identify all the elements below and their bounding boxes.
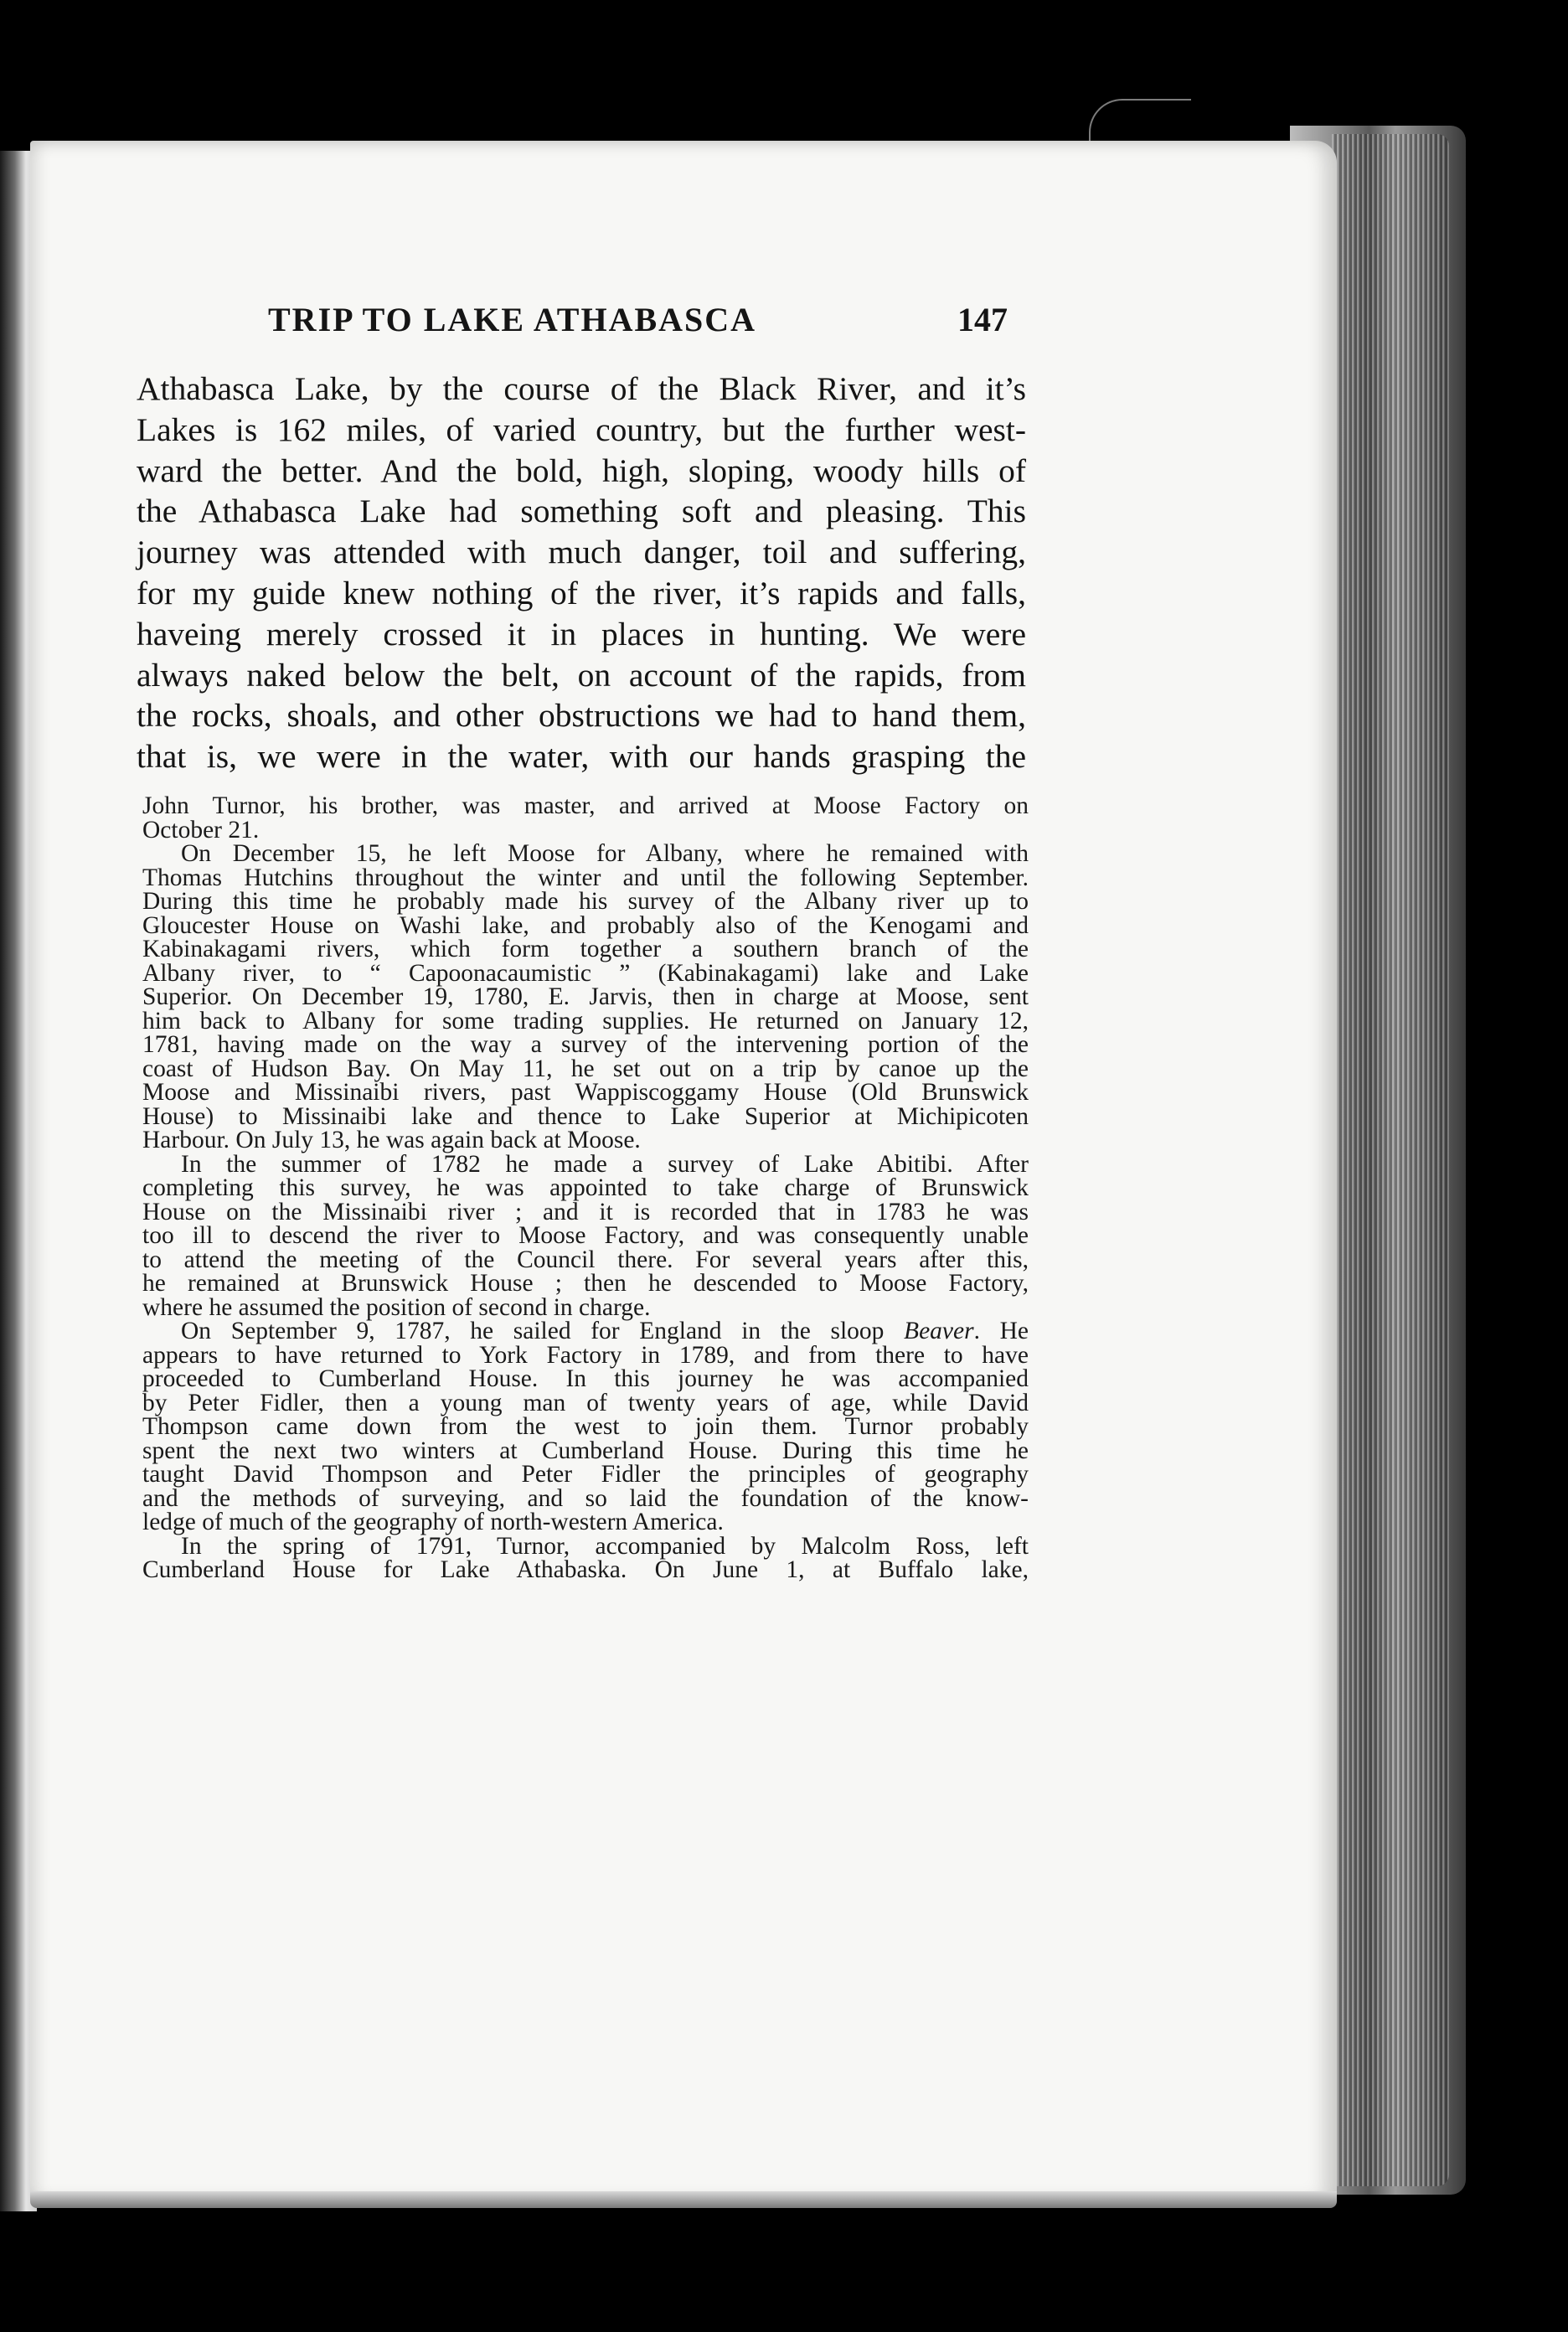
footnote-line: Moose and Missinaibi rivers, past Wappiscoggamy House (Old Brunswick <box>142 1079 1029 1106</box>
footnote-line: coast of Hudson Bay. On May 11, he set out on a trip by canoe up the <box>142 1055 1029 1082</box>
footnote-line: House on the Missinaibi river ; and it is recorded that in 1783 he was <box>142 1198 1029 1225</box>
body-line: for my guide knew nothing of the river, it’s rapids and falls, <box>137 574 1026 611</box>
footnote-line: and the methods of surveying, and so laid the foundation of the know- <box>142 1484 1029 1512</box>
footnote-line: John Turnor, his brother, was master, and arrived at Moose Factory on <box>142 792 1029 819</box>
footnote-line: Gloucester House on Washi lake, and probably also of the Kenogami and <box>142 911 1029 939</box>
footnote-line: him back to Albany for some trading supplies. He returned on January 12, <box>142 1007 1029 1034</box>
footnote-line: 1781, having made on the way a survey of the intervening portion of the <box>142 1031 1029 1058</box>
footnote-line: Thompson came down from the west to join them. Turnor probably <box>142 1413 1029 1440</box>
body-line: the Athabasca Lake had something soft and pleasing. This <box>137 493 1026 530</box>
body-line: journey was attended with much danger, toil and suffering, <box>137 534 1026 571</box>
running-head: TRIP TO LAKE ATHABASCA <box>268 301 757 338</box>
footnote-line: appears to have returned to York Factory in 1789, and from there to have <box>142 1341 1029 1369</box>
footnote-line: On September 9, 1787, he sailed for England in the sloop Beaver. He <box>181 1318 1029 1344</box>
footnote-line: Albany river, to “ Capoonacaumistic ” (Kabinakagami) lake and Lake <box>142 959 1029 987</box>
body-line: the rocks, shoals, and other obstructions we had to hand them, <box>137 697 1026 735</box>
body-line: always naked below the belt, on account of the rapids, from <box>137 656 1026 694</box>
footnote-line: Thomas Hutchins throughout the winter and until the following September. <box>142 864 1029 891</box>
footnote-line: he remained at Brunswick House ; then he descended to Moose Factory, <box>142 1270 1029 1297</box>
footnote-line: proceeded to Cumberland House. In this journey he was accompanied <box>142 1365 1029 1392</box>
body-line: Athabasca Lake, by the course of the Black River, and it’s <box>137 370 1026 407</box>
body-line: ward the better. And the bold, high, sloping, woody hills of <box>137 451 1026 489</box>
footnote-line: In the summer of 1782 he made a survey of Lake Abitibi. After <box>181 1150 1029 1178</box>
footnote-line: taught David Thompson and Peter Fidler the principles of geography <box>142 1461 1029 1488</box>
footnote-line: completing this survey, he was appointed to take charge of Brunswick <box>142 1174 1029 1201</box>
footnote-line: Harbour. On July 13, he was again back at Moose. <box>142 1127 641 1153</box>
footnote-line: House) to Missinaibi lake and thence to Lake Superior at Michipicoten <box>142 1102 1029 1130</box>
page-edge-texture <box>1332 134 1449 2186</box>
footnote-line: On December 15, he left Moose for Albany, where he remained with <box>181 840 1029 867</box>
footnote-line: Kabinakagami rivers, which form together a southern branch of the <box>142 936 1029 962</box>
body-line: haveing merely crossed it in places in hunting. We were <box>137 615 1026 653</box>
footnote-line: ledge of much of the geography of north-western America. <box>142 1509 724 1535</box>
footnote-line: Cumberland House for Lake Athabaska. On June 1, at Buffalo lake, <box>142 1556 1029 1583</box>
footnote-line: October 21. <box>142 816 260 844</box>
page-bottom-edge <box>30 2191 1337 2208</box>
footnote-line: too ill to descend the river to Moose Factory, and was consequently unable <box>142 1222 1029 1249</box>
page-number: 147 <box>957 301 1008 338</box>
footnote-line: During this time he probably made his survey of the Albany river up to <box>142 888 1029 915</box>
footnote-line: by Peter Fidler, then a young man of twenty years of age, while David <box>142 1389 1029 1416</box>
footnote-line: where he assumed the position of second in charge. <box>142 1293 651 1321</box>
footnote-text <box>142 794 1029 1582</box>
body-line: Lakes is 162 miles, of varied country, but the further west- <box>137 410 1026 448</box>
footnote-line: spent the next two winters at Cumberland House. During this time he <box>142 1437 1029 1464</box>
footnote-line: to attend the meeting of the Council there. For several years after this, <box>142 1246 1029 1273</box>
footnote-line: In the spring of 1791, Turnor, accompanied by Malcolm Ross, left <box>181 1532 1029 1560</box>
body-line: that is, we were in the water, with our hands grasping the <box>137 738 1026 776</box>
footnote-line: Superior. On December 19, 1780, E. Jarvis, then in charge at Moose, sent <box>142 983 1029 1010</box>
main-text <box>137 369 1026 777</box>
